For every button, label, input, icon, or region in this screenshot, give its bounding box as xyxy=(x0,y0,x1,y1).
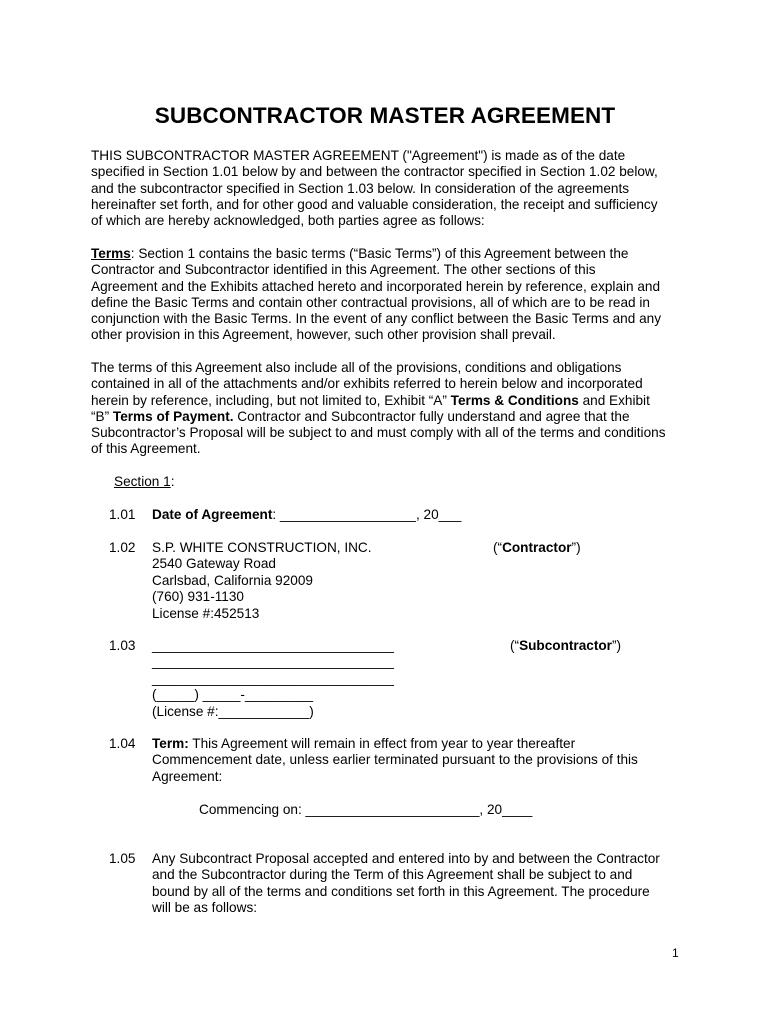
section-1-03-number: 1.03 xyxy=(109,638,136,653)
agreement-clause: Contractor and Subcontractor fully understand and agree that the xyxy=(233,408,630,424)
proposal-line: and the Subcontractor during the Term of this Agreement shall be subject to and xyxy=(152,867,633,883)
section-1-heading xyxy=(114,474,174,489)
attachments-line: Subcontractor’s Proposal will be subject to and must comply with all of the terms and conditions xyxy=(91,425,666,441)
terms-line: conjunction with the Basic Terms. In the event of any conflict between the Basic Terms and any xyxy=(91,311,661,327)
subcontractor-role-label xyxy=(510,638,621,653)
close-quote: ”) xyxy=(571,540,581,555)
terms-line: other provision in this Agreement, however, such other provision shall prevail. xyxy=(91,327,556,343)
page-title: SUBCONTRACTOR MASTER AGREEMENT xyxy=(154,103,616,128)
attachments-paragraph xyxy=(91,360,691,458)
contractor-phone: (760) 931-1130 xyxy=(152,589,244,605)
intro-paragraph xyxy=(91,148,691,229)
term-text: This Agreement will remain in effect from year to year thereafter xyxy=(188,736,576,751)
section-1-colon: : xyxy=(170,474,175,489)
contractor-license: License #:452513 xyxy=(152,605,260,621)
subcontractor-name-field: ________________________________ xyxy=(152,638,394,653)
open-quote: (“ xyxy=(493,540,503,555)
term-line: Commencement date, unless earlier terminated pursuant to the provisions of this xyxy=(152,752,638,768)
section-1-01-number: 1.01 xyxy=(109,507,136,522)
page-number: 1 xyxy=(672,946,679,960)
proposal-line: bound by all of the terms and conditions set forth in this Agreement. The procedure xyxy=(152,883,650,899)
intro-line: THIS SUBCONTRACTOR MASTER AGREEMENT ("Agreement") is made as of the date xyxy=(91,148,626,163)
section-1-05-number: 1.05 xyxy=(109,851,136,866)
attachments-line: contained in all of the attachments and/or exhibits referred to herein below and incorporated xyxy=(91,376,643,392)
attachments-line xyxy=(91,409,691,425)
commencing-on-field: Commencing on: _______________________, 20____ xyxy=(199,802,533,817)
terms-label: Terms xyxy=(91,246,131,261)
attachments-line: The terms of this Agreement also include all of the provisions, conditions and obligations xyxy=(91,360,622,375)
term-label: Term: xyxy=(152,736,189,751)
close-quote: ”) xyxy=(611,638,622,653)
contractor-role: Contractor xyxy=(502,540,572,555)
intro-line: hereinafter set forth, and for other good and valuable consideration, the receipt and sufficiency xyxy=(91,196,658,212)
subcontractor-city-field: ________________________________ xyxy=(152,670,394,686)
terms-line xyxy=(91,246,691,262)
subcontractor-phone-field: (_____) _____-_________ xyxy=(152,687,314,703)
section-1-label: Section 1 xyxy=(114,474,171,489)
term-line xyxy=(152,736,638,752)
exhibit-a-text: herein by reference, including, but not limited to, Exhibit “A” xyxy=(91,392,451,408)
intro-line: specified in Section 1.01 below by and between the contractor specified in Section 1.02 below, xyxy=(91,164,658,180)
contractor-street: 2540 Gateway Road xyxy=(152,556,276,572)
exhibit-b-title: Terms of Payment. xyxy=(112,408,234,424)
open-quote: (“ xyxy=(510,638,520,653)
terms-line: Agreement and the Exhibits attached hereto and incorporated herein by reference, explain and xyxy=(91,278,661,294)
term-line: Agreement: xyxy=(152,768,223,784)
intro-line: of which are hereby acknowledged, both parties agree as follows: xyxy=(91,213,485,229)
attachments-line: of this Agreement. xyxy=(91,441,201,457)
terms-line: define the Basic Terms and contain other contractual provisions, all of which are to be read in xyxy=(91,294,650,310)
proposal-line: will be as follows: xyxy=(152,900,258,916)
section-1-04-body xyxy=(152,736,638,785)
exhibit-b-letter: “B” xyxy=(91,408,113,424)
contractor-name: S.P. WHITE CONSTRUCTION, INC. xyxy=(152,540,372,555)
contractor-city: Carlsbad, California 92009 xyxy=(152,572,313,588)
section-1-04-number: 1.04 xyxy=(109,736,136,751)
subcontractor-street-field: ________________________________ xyxy=(152,654,394,670)
intro-line: and the subcontractor specified in Section 1.03 below. In consideration of the agreements xyxy=(91,180,630,196)
date-of-agreement-label: Date of Agreement xyxy=(152,507,273,522)
contractor-address xyxy=(152,540,372,622)
date-of-agreement-field: : __________________, 20___ xyxy=(272,507,462,522)
terms-paragraph xyxy=(91,246,691,344)
contractor-role-label xyxy=(493,540,581,555)
subcontractor-role: Subcontractor xyxy=(519,638,612,653)
terms-line: Contractor and Subcontractor identified in this Agreement. The other sections of this xyxy=(91,262,596,278)
subcontractor-license-field: (License #:____________) xyxy=(152,703,314,719)
attachments-line xyxy=(91,393,691,409)
proposal-line: Any Subcontract Proposal accepted and entered into by and between the Contractor xyxy=(152,851,660,866)
subcontractor-address xyxy=(152,638,394,720)
section-1-01-body xyxy=(152,507,461,523)
exhibit-a-title: Terms & Conditions xyxy=(450,392,579,408)
exhibit-b-text: and Exhibit xyxy=(578,392,650,408)
section-1-02-number: 1.02 xyxy=(109,540,136,555)
section-1-05-body xyxy=(152,851,660,917)
terms-first-line: : Section 1 contains the basic terms (“Basic Terms”) of this Agreement between the xyxy=(130,246,629,261)
